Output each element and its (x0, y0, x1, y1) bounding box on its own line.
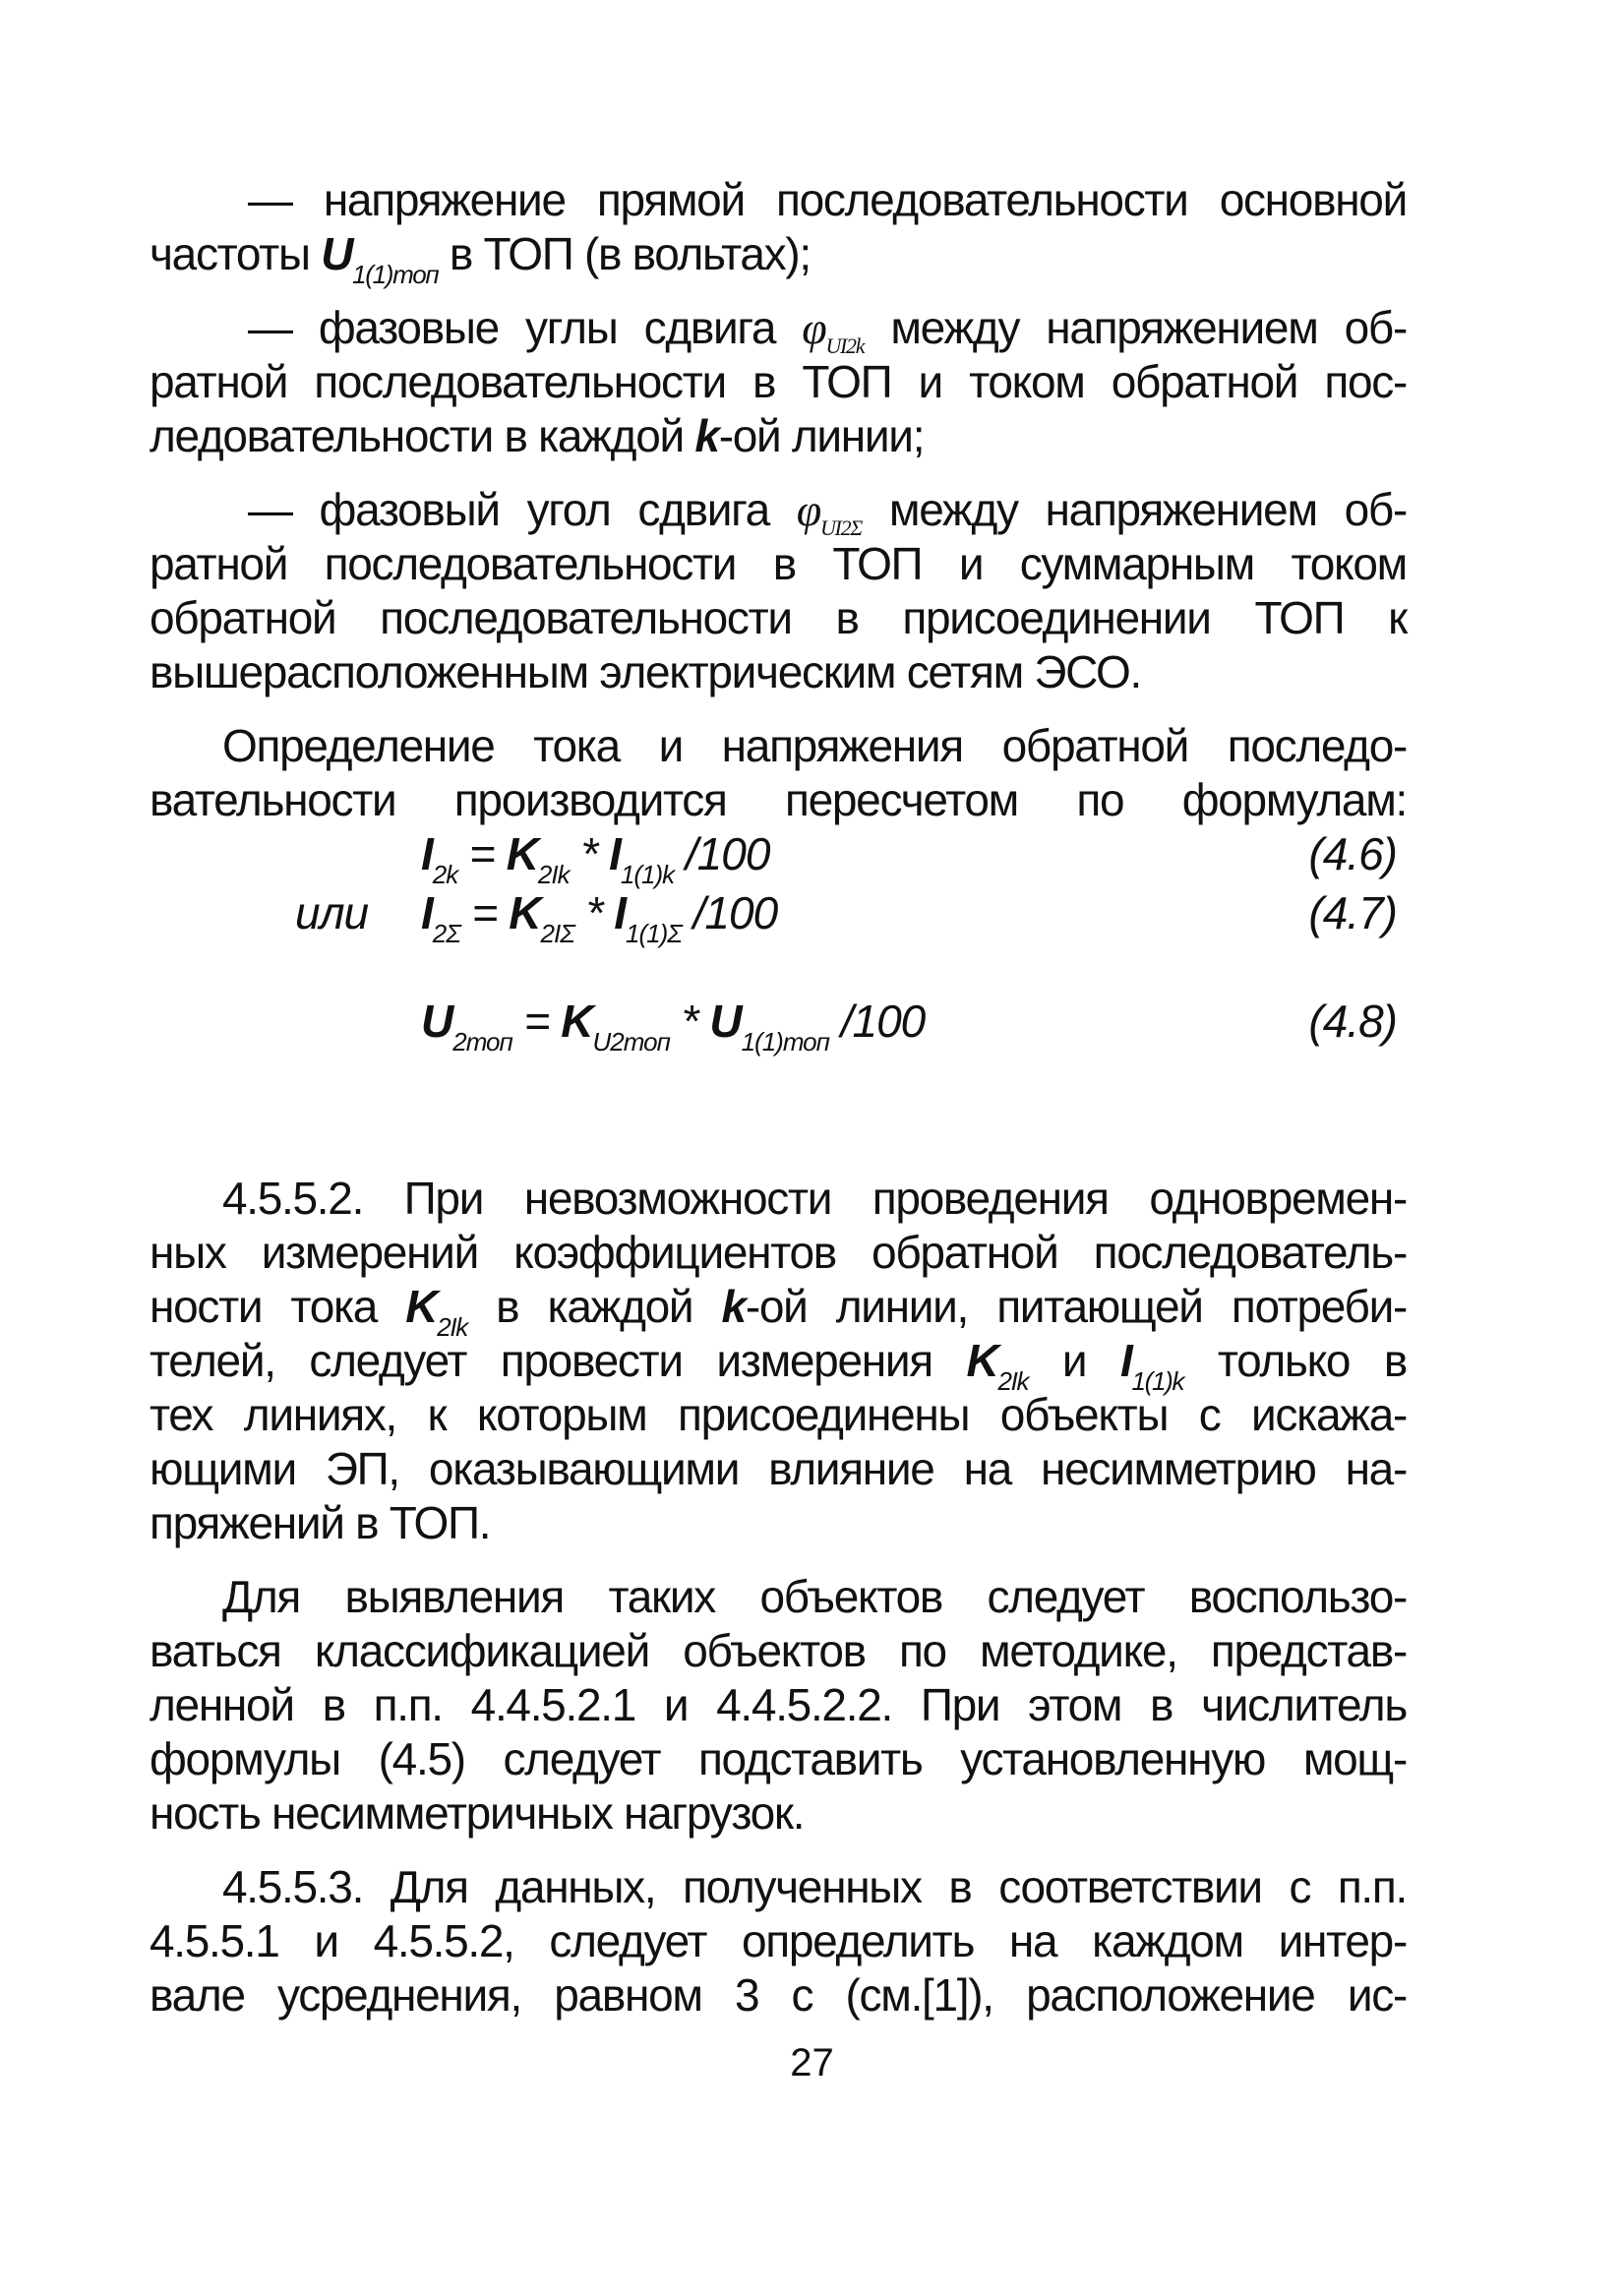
text-line: ледовательности в каждой k-ой линии; (150, 410, 925, 461)
text-line: ратной последовательности в ТОП и током обратной пос- (150, 356, 1407, 407)
formula-4-8: $U_{2топ} = K_{U2топ} * U_{1(1)топ}$ /100 (4.8) (421, 996, 1397, 1057)
paragraph-identification (150, 1570, 1407, 1841)
variable-phi: $\varphi_{UI2k}$ (802, 303, 865, 358)
variable-phi: $\varphi_{UI2\Sigma}$ (796, 485, 863, 540)
formula-block (150, 827, 1407, 1152)
subscript: 1(1)топ (352, 260, 439, 289)
text-line: ленной в п.п. 4.4.5.2.1 и 4.4.5.2.2. При этом в числитель (150, 1679, 1407, 1730)
equation-number: (4.7) (1308, 887, 1397, 938)
text-line: вышерасположенным электрическим сетям ЭСО. (150, 646, 1142, 697)
paragraph-definition (150, 719, 1407, 827)
text-line: формулы (4.5) следует подставить установленную мощ- (150, 1733, 1407, 1784)
or-label: или (295, 887, 369, 938)
equation-number: (4.6) (1308, 828, 1397, 879)
text-line: ность несимметричных нагрузок. (150, 1787, 805, 1839)
text-line: ваться классификацией объектов по методике, представ- (150, 1625, 1407, 1676)
text-line: частоты $U_{1(1)топ}$ в ТОП (в вольтах); (150, 228, 811, 289)
variable-U: U (321, 228, 353, 279)
formula-4-6: $I_{2k} = K_{2Ik} * I_{1(1)k}$ /100 (4.6) (421, 828, 1397, 889)
text-line: ющими ЭП, оказывающими влияние на несимметрию на- (150, 1443, 1407, 1494)
text-line: 4.5.5.2. При невозможности проведения одновремен- (222, 1173, 1407, 1224)
text-line: пряжений в ТОП. (150, 1497, 491, 1548)
text-line: тех линиях, к которым присоединены объекты с искажа- (150, 1389, 1407, 1440)
paragraph-positive-sequence-voltage (150, 173, 1407, 289)
paragraph-4-5-5-2 (150, 1172, 1407, 1550)
text-line: вательности производится пересчетом по формулам: (150, 774, 1407, 825)
formula-4-7: или $I_{2\Sigma} = K_{2I\Sigma} * I_{1(1)\Sigma}$ /100 (4.7) (295, 887, 1397, 948)
text-line: Определение тока и напряжения обратной последо- (222, 720, 1407, 771)
text-line: 4.5.5.3. Для данных, полученных в соответствии с п.п. (222, 1861, 1407, 1912)
document-page (150, 173, 1407, 2042)
text-line: ных измерений коэффициентов обратной последователь- (150, 1227, 1407, 1278)
paragraph-4-5-5-3 (150, 1860, 1407, 2023)
text-line: обратной последовательности в присоединении ТОП к (150, 592, 1407, 643)
equation-number: (4.8) (1308, 996, 1397, 1047)
page-number: 27 (790, 2041, 834, 2084)
text-line: Для выявления таких объектов следует воспользо- (222, 1571, 1407, 1622)
text-line: 4.5.5.1 и 4.5.5.2, следует определить на каждом интер- (150, 1915, 1407, 1966)
text-line: вале усреднения, равном 3 с (см.[1]), расположение ис- (150, 1969, 1407, 2021)
text-line: — фазовый угол сдвига $\varphi_{UI2\Sigma}$ между напряжением об- (248, 484, 1407, 540)
paragraph-phase-angle-sum (150, 483, 1407, 699)
paragraph-phase-angles (150, 301, 1407, 463)
text-line: ности тока $K_{2Ik}$ в каждой k-ой линии, питающей потреби- (150, 1281, 1407, 1342)
text-line: телей, следует провести измерения $K_{2Ik}$ и $I_{1(1)k}$ только в (150, 1335, 1407, 1396)
text-line: ратной последовательности в ТОП и суммарным током (150, 538, 1407, 589)
variable-k: k (694, 410, 719, 461)
text-line: — фазовые углы сдвига $\varphi_{UI2k}$ между напряжением об- (248, 302, 1407, 358)
text-line: — напряжение прямой последовательности основной (248, 174, 1407, 225)
